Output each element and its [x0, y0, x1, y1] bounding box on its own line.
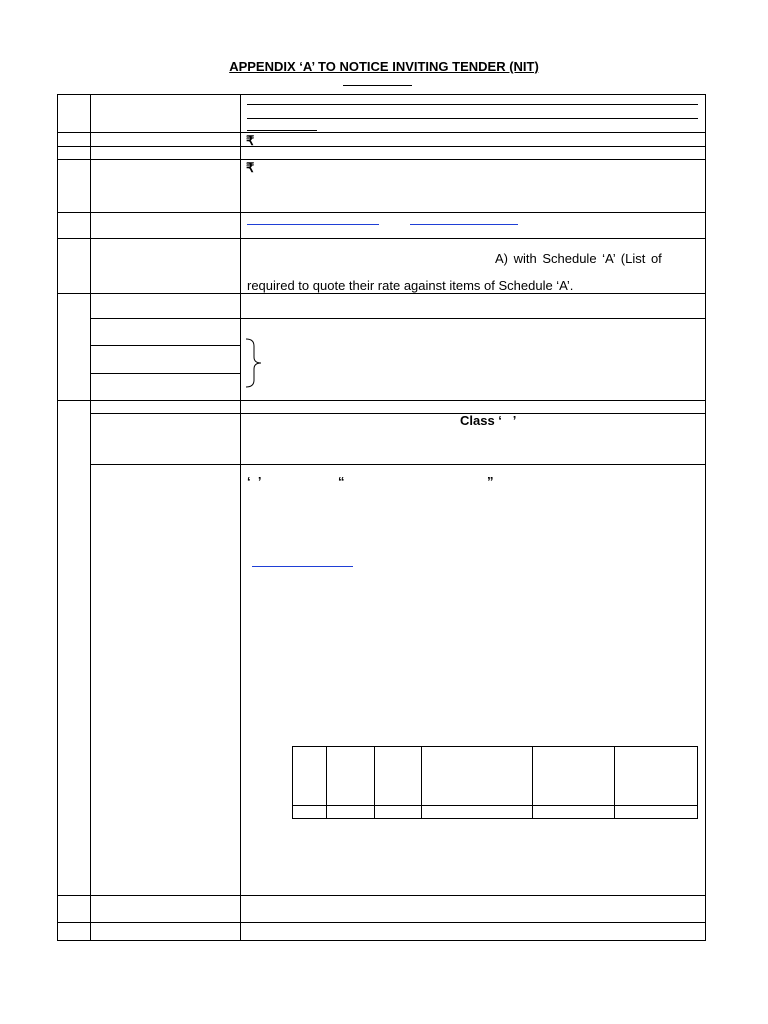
quote-mark: ” — [487, 474, 494, 489]
fill-line — [247, 118, 698, 119]
page-title: APPENDIX ‘A’ TO NOTICE INVITING TENDER (NIT) — [229, 59, 539, 74]
quote-mark: “ — [338, 474, 345, 489]
rupee-symbol: ₹ — [246, 160, 255, 175]
curly-brace — [244, 338, 266, 388]
schedule-text: A) with Schedule ‘A’ (List of — [495, 251, 662, 266]
title-underline — [343, 85, 412, 86]
hyperlink[interactable] — [252, 566, 353, 567]
fill-line — [247, 130, 317, 131]
rupee-symbol: ₹ — [246, 133, 255, 148]
class-label: Class ‘ ’ — [460, 413, 517, 428]
hyperlink[interactable] — [410, 224, 518, 225]
fill-line — [247, 104, 698, 105]
hyperlink[interactable] — [247, 224, 379, 225]
schedule-text: required to quote their rate against items of Schedule ‘A’. — [247, 278, 574, 293]
quote-mark: ‘ ’ — [247, 474, 262, 489]
